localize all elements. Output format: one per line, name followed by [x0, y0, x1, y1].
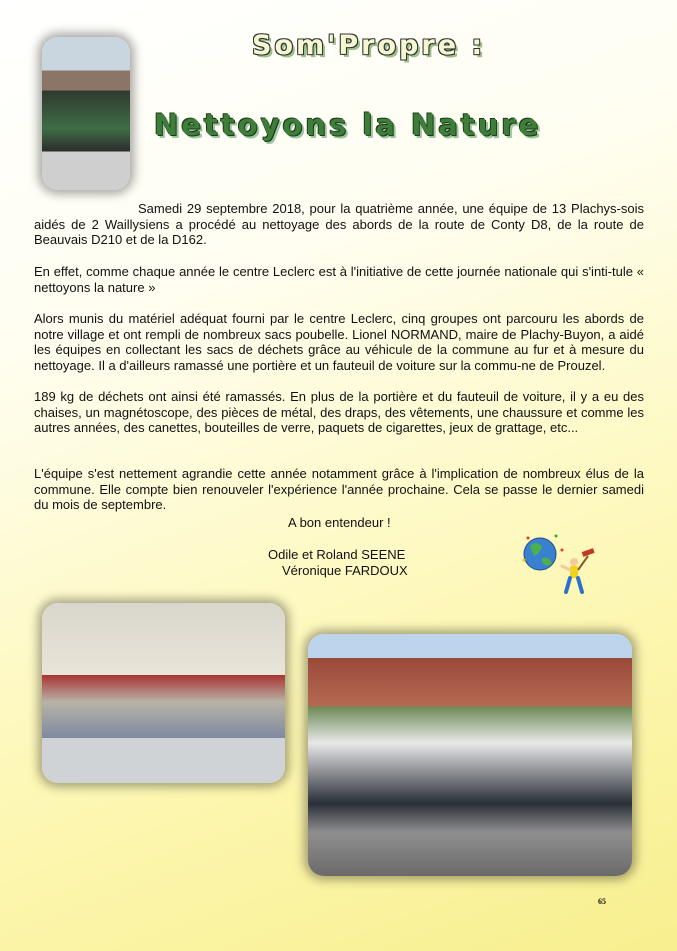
earth-cleaning-clipart: [518, 526, 598, 606]
paragraph-groups: Alors munis du matériel adéquat fourni par le centre Leclerc, cinq groupes ont parcouru les abords de notre village et ont rempli de nombreux sacs poubelle. Lionel NORMAND, maire de Plachy-Buyon, a aidé les équipes en collectant les sacs de déchets grâce au véhicule de la commune au fur et à mesure du nettoyage. Il a d'ailleurs ramassé une portière et un fauteuil de voiture sur la commu-ne de Prouzel.: [34, 311, 644, 373]
group-photo: [308, 634, 632, 876]
signature-line-2: Véronique FARDOUX: [282, 563, 408, 578]
title-line-1: Som'Propre :: [252, 30, 486, 61]
title-line-2: Nettoyons la Nature: [154, 108, 542, 142]
signature-line-1: Odile et Roland SEENE: [268, 547, 406, 562]
truck-photo: [42, 37, 130, 190]
paragraph-intro: Samedi 29 septembre 2018, pour la quatrième année, une équipe de 13 Plachys-sois aidés de 2 Waillysiens a procédé au nettoyage des abords de la route de Conty D8, de la route de Beauvais D210 et de la D162.: [34, 201, 644, 247]
indoor-team-photo: [42, 603, 285, 783]
closing-greeting: A bon entendeur !: [288, 515, 391, 530]
paragraph-leclerc: En effet, comme chaque année le centre Leclerc est à l'initiative de cette journée nationale qui s'inti-tule « nettoyons la nature »: [34, 264, 644, 295]
paragraph-waste: 189 kg de déchets ont ainsi été ramassés. En plus de la portière et du fauteuil de voiture, il y a eu des chaises, un magnétoscope, des pièces de métal, des draps, des vêtements, une chaussure et comme les autres années, des canettes, bouteilles de verre, paquets de cigarettes, jeux de grattage, etc...: [34, 389, 644, 435]
page-number: 65: [598, 897, 606, 906]
paragraph-team: L'équipe s'est nettement agrandie cette année notamment grâce à l'implication de nombreux élus de la commune. Elle compte bien renouveler l'expérience l'année prochaine. Cela se passe le dernier samedi du mois de septembre.: [34, 466, 644, 512]
